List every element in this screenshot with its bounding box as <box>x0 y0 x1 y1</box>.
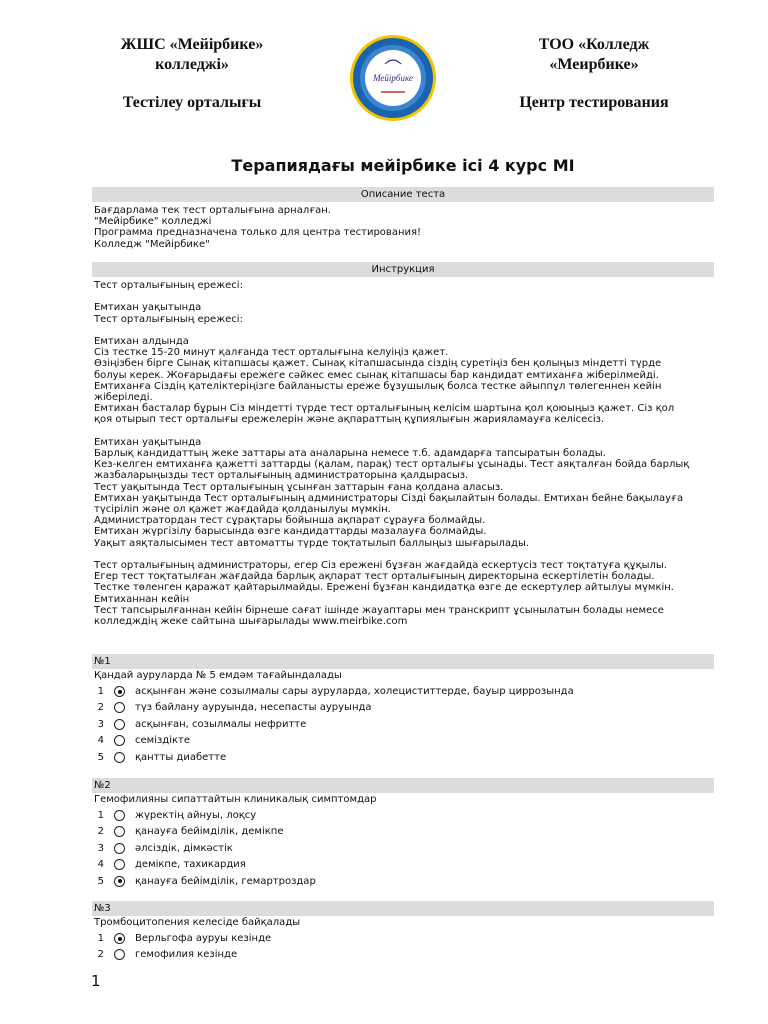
question-1-options <box>94 685 694 767</box>
answer-option[interactable] <box>94 685 694 701</box>
answer-option[interactable] <box>94 932 694 948</box>
description-line: "Мейірбике" колледжі <box>94 216 212 228</box>
instructions-block <box>94 280 714 627</box>
question-2-options <box>94 809 694 891</box>
option-number: 5 <box>97 875 104 887</box>
logo-year: 1996 <box>387 94 399 99</box>
instruction-line: Тестке төленген қаражат қайтарылмайды. Ережені бұзған кандидатқа өзге де ескертулер айтылуы мүмкін. <box>94 582 674 594</box>
option-number: 4 <box>97 859 104 871</box>
question-2-number: №2 <box>92 778 714 793</box>
header-right-line1: ТОО «Колледж <box>538 36 650 53</box>
instruction-line: Уақыт аяқталысымен тест автоматты түрде тоқтатылып баллыңыз шығарылады. <box>94 537 530 549</box>
header-right <box>478 35 710 113</box>
option-label: демікпе, тахикардия <box>135 859 246 871</box>
instruction-line: жіберіледі. <box>94 392 153 403</box>
header-right-subtitle: Центр тестирования <box>519 94 669 111</box>
instruction-line: Өзіңізбен бірге Сынақ кітапшасы қажет. Сынақ кітапшасында сіздің суретіңіз бен қолыңыз міндетті түрде <box>94 358 662 370</box>
instruction-line: Тест орталығының ережесі: <box>94 313 243 325</box>
test-title: Терапиядағы мейірбике ісі 4 курс MI <box>231 156 575 175</box>
header-left-line1: ЖШС «Мейірбике» <box>120 36 264 53</box>
answer-option[interactable] <box>94 809 694 825</box>
option-number: 1 <box>97 686 104 697</box>
answer-option[interactable] <box>94 948 694 964</box>
question-3-options <box>94 932 694 965</box>
radio-button[interactable] <box>114 843 125 854</box>
instruction-line: Емтихан уақытында Тест орталығының администраторы Сізді бақылайтын болады. Емтихан бейне бақылауға <box>94 492 684 504</box>
instruction-line: Кез-келген емтиханға қажетті заттарды (қалам, парақ) тест орталығы ұсынады. Тест аяқталған бойда барлық <box>94 459 690 471</box>
instruction-line: Емтиханға Сіздің қателіктеріңізге байланысты ереже бұзушылық болса тестке айыппұл төлегеннен кейін <box>94 380 662 392</box>
description-line: Колледж "Мейірбике" <box>94 238 210 250</box>
question-1-text: Қандай ауруларда № 5 емдәм тағайындалады <box>94 670 342 681</box>
option-label: әлсіздік, дімкәстік <box>135 842 233 854</box>
instructions-heading: Инструкция <box>92 262 714 277</box>
description-heading: Описание теста <box>92 187 714 202</box>
option-number: 3 <box>97 718 104 730</box>
instruction-line: жазбаларыңызды тест орталығының администраторына қалдырасыз. <box>94 470 469 482</box>
option-label: Верльгофа ауруы кезінде <box>135 933 272 944</box>
answer-option[interactable] <box>94 718 694 734</box>
option-label: түз байлану ауруында, несепасты ауруында <box>135 702 372 714</box>
option-label: гемофилия кезінде <box>135 949 238 961</box>
option-number: 2 <box>97 949 104 961</box>
instruction-line: Тест тапсырылғаннан кейін бірнеше сағат ішінде жауаптары мен транскрипт ұсынылатын болады немесе <box>94 604 664 616</box>
radio-button[interactable] <box>114 810 125 821</box>
page-number: 1 <box>91 972 101 990</box>
instruction-line: Емтихан жүргізілу барысында өзге кандидаттарды мазалауға болмайды. <box>94 526 487 538</box>
radio-button[interactable] <box>114 735 125 746</box>
instruction-line: Егер тест тоқтатылған жағдайда барлық ақпарат тест орталығының директорына ескертілетін болады. <box>94 571 655 583</box>
option-number: 3 <box>97 842 104 854</box>
answer-option[interactable] <box>94 825 694 841</box>
instruction-line: Сіз тестке 15-20 минут қалғанда тест орталығына келуіңіз қажет. <box>94 347 449 359</box>
question-3-number: №3 <box>92 901 714 916</box>
radio-button[interactable] <box>114 752 125 763</box>
description-line: Бағдарлама тек тест орталығына арналған. <box>94 205 331 216</box>
instruction-line: Емтихан уақытында <box>94 436 202 448</box>
option-number: 2 <box>97 702 104 714</box>
option-label: қанауға бейімділік, демікпе <box>135 826 284 838</box>
instruction-line <box>94 291 714 302</box>
option-label: асқынған, созылмалы нефритте <box>135 718 307 730</box>
radio-button-selected[interactable] <box>114 933 125 944</box>
question-3-text: Тромбоцитопения келесіде байқалады <box>94 917 301 928</box>
option-number: 5 <box>97 751 104 763</box>
answer-option[interactable] <box>94 858 694 874</box>
question-1-number: №1 <box>92 654 714 669</box>
option-number: 1 <box>97 810 104 821</box>
instruction-line: Тест уақытында Тест орталығының ұсынған заттарын ғана қолдана аласыз. <box>94 481 504 493</box>
option-number: 1 <box>97 933 104 944</box>
option-label: қанауға бейімділік, гемартроздар <box>135 875 316 887</box>
instruction-line: түсіріліп және ол қажет жағдайда қолданылуы мүмкін. <box>94 504 391 516</box>
instruction-line: Емтихан алдында <box>94 335 189 347</box>
instruction-line: болуы керек. Жоғарыдағы ережеге сәйкес емес сынақ кітапшасы бар кандидат емтиханға жіберілмейді. <box>94 369 659 381</box>
description-line: Программа предназначена только для центра тестирования! <box>94 227 422 239</box>
option-number: 2 <box>97 826 104 838</box>
instruction-line <box>94 549 714 560</box>
instruction-line: Барлық кандидаттың жеке заттары ата аналарына немесе т.б. адамдарға тапсыратын болады. <box>94 448 606 459</box>
option-label: қантты диабетте <box>135 751 227 763</box>
radio-button[interactable] <box>114 826 125 837</box>
answer-option[interactable] <box>94 751 694 767</box>
description-block <box>94 205 714 250</box>
radio-button[interactable] <box>114 859 125 870</box>
radio-button-selected[interactable] <box>114 686 125 697</box>
option-label: семіздікте <box>135 735 190 747</box>
header-right-line2: «Меирбике» <box>549 56 639 73</box>
radio-button[interactable] <box>114 719 125 730</box>
radio-button-selected[interactable] <box>114 876 125 887</box>
instruction-line: Емтиханнан кейін <box>94 593 190 605</box>
answer-option[interactable] <box>94 875 694 891</box>
instruction-line: Тест орталығының администраторы, егер Сіз ережені бұзған жағдайда ескертусіз тест тоқтатуға құқылы. <box>94 560 667 572</box>
college-logo <box>349 34 437 122</box>
radio-button[interactable] <box>114 702 125 713</box>
instruction-line: Емтихан уақытында <box>94 302 202 314</box>
option-number: 4 <box>97 735 104 747</box>
header-left <box>82 35 302 113</box>
option-label: асқынған және созылмалы сары ауруларда, холециститтерде, бауыр циррозында <box>135 686 574 697</box>
header-left-line2: колледжі» <box>155 56 229 73</box>
instruction-line <box>94 426 714 437</box>
instruction-line: қоя отырып тест орталығы ережелерін және ақпараттың құпиялығын жарияламауға келісесіз. <box>94 414 605 426</box>
header-left-subtitle: Тестілеу орталығы <box>122 94 262 111</box>
radio-button[interactable] <box>114 949 125 960</box>
instruction-line: колледждің жеке сайтына шығарылады www.meirbike.com <box>94 616 408 628</box>
answer-option[interactable] <box>94 842 694 858</box>
instruction-line: Администратордан тест сұрақтары бойынша ақпарат сұрауға болмайды. <box>94 515 486 527</box>
answer-option[interactable] <box>94 701 694 717</box>
option-label: жүректің айнуы, лоқсу <box>135 810 257 821</box>
instruction-line: Тест орталығының ережесі: <box>94 280 243 291</box>
instruction-line: Емтихан басталар бұрын Сіз міндетті түрде тест орталығының келісім шартына қол қоюыңыз қажет. Сіз қол <box>94 403 675 415</box>
question-2-text: Гемофилияны сипаттайтын клиникалық симптомдар <box>94 794 377 805</box>
instruction-line <box>94 325 714 336</box>
logo-text: Мейірбике <box>373 73 413 83</box>
answer-option[interactable] <box>94 734 694 750</box>
